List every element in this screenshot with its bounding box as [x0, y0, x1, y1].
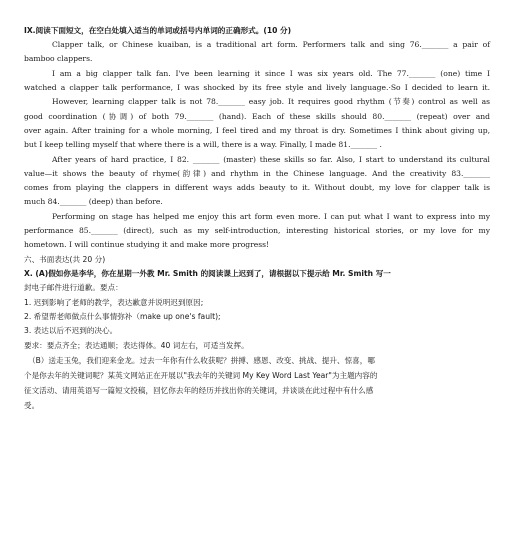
task-a-line: 封电子邮件进行道歉。要点：	[24, 283, 123, 292]
passage-line: much 84._______ (deep) than before.	[24, 197, 163, 206]
passage-line: Performing on stage has helped me enjoy this art form even more. I can put what I want to express into my	[52, 212, 490, 221]
task-b-line: （B）送走玉兔，我们迎来金龙。过去一年你有什么收获呢？拼搏、感恩、改变、挑战、提升、惊喜，哪	[28, 356, 375, 365]
task-b-line: 征文活动、请用英语写一篇短文投稿，回忆你去年的经历并找出你的关键词，并谈谈在此过程中有什么感	[24, 386, 374, 395]
task-a-point: 2. 希望帮老师做点什么事情弥补（make up one's fault);	[24, 312, 221, 321]
passage-line: watched a clapper talk performance, I was shocked by its free style and lively language.·So I decided to learn it.	[24, 83, 490, 92]
task-a-point: 1. 迟到影响了老师的教学，表达歉意并说明迟到原因;	[24, 298, 204, 307]
section-ix-heading: IX.阅读下面短文，在空白处填入适当的单词或括号内单词的正确形式。(10 分)	[24, 26, 292, 35]
passage-line: comes from playing the clappers in different ways adds beauty to it. Without doubt, my love for clapper talk is	[24, 183, 490, 192]
passage-line: bamboo clappers.	[24, 54, 93, 63]
passage-line: However, learning clapper talk is not 78._______ easy job. It requires good rhythm (节奏) control as well as	[52, 97, 490, 106]
passage-line: hometown. I will continue studying it and make more progress!	[24, 240, 270, 249]
task-a-point: 3. 表达以后不迟到的决心。	[24, 326, 118, 335]
task-b-line: 个是你去年的关键词呢？某英文网站正在开展以"我去年的关键词 My Key Word Last Year"为主题内容的	[24, 371, 378, 380]
passage-line: good coordination (协调) of both 79._______ (hand). Each of these skills should 80._______ (repeat) over and	[24, 112, 490, 121]
passage-line: but I keep telling myself that where there is a will, there is a way. Finally, I made 81._______ .	[24, 140, 382, 149]
task-a-requirements: 要求：要点齐全；表达通顺；表达得体。40 词左右，可适当发挥。	[24, 341, 249, 350]
passage-line: After years of hard practice, I 82. _______ (master) these skills so far. Also, I start to understand its cultural	[52, 155, 490, 164]
section-six-heading: 六、书面表达(共 20 分)	[24, 255, 106, 264]
passage-line: I am a big clapper talk fan. I've been learning it since I was six years old. The 77._______ (one) time I	[52, 69, 490, 78]
passage-line: performance 85._______ (direct), such as my self-introduction, interesting historical stories, or my love for my	[24, 226, 490, 235]
task-b-line: 受。	[24, 401, 40, 410]
passage-line: Clapper talk, or Chinese kuaiban, is a traditional art form. Performers talk and sing 76._______ a pair of	[52, 40, 490, 49]
passage-line: over again. After training for a whole morning, I feel tired and my throat is dry. Sometimes I think about giving up,	[24, 126, 490, 135]
passage-line: value—it shows the beauty of rhyme(韵律) and rhythm in the Chinese language. And the creativity 83._______	[24, 169, 490, 178]
task-a-line: X. (A)假如你是李华，你在星期一外教 Mr. Smith 的阅读课上迟到了，请根据以下提示给 Mr. Smith 写一	[24, 269, 391, 278]
